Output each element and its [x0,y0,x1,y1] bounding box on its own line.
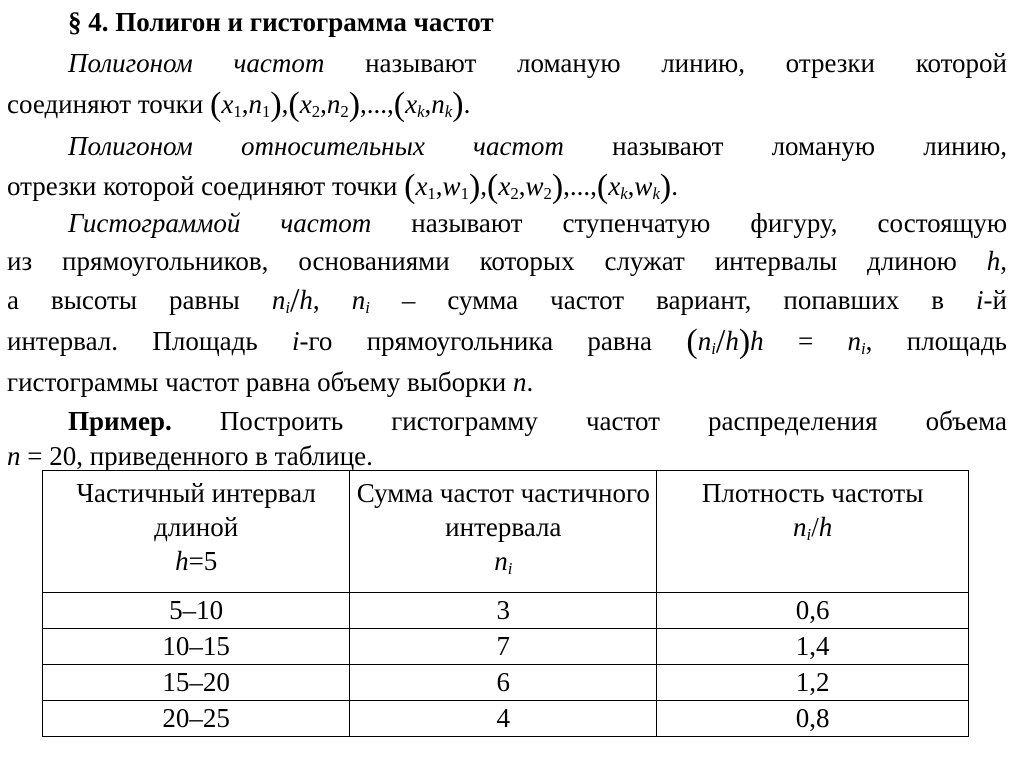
cell-interval: 15–20 [43,665,350,701]
table-row [43,665,969,701]
formula-ni-over-h: $n_i/h$ [271,282,313,319]
example-line-1 [68,405,1007,437]
p3-text-3b: – сумма частот вариант, попавших в [401,285,945,315]
cell-density: 1,4 [657,629,969,665]
section-title: § 4. Полигон и гистограмма частот [68,7,494,37]
p2-term: Полигоном относительных частот [68,131,564,161]
formula-area: $(n_i/h)h = n_i$, [686,323,873,360]
p3-line-4: интервал. Площадь i-го прямоугольника равна $(n_i/h)h = n_i$, площадь [7,323,1007,360]
table-row [43,629,969,665]
formula-ni: $n_i$ [351,285,370,317]
table-header-row [43,471,969,593]
p3-text-2: из прямоугольников, основаниями которых служат интервалы длиною [7,246,957,276]
p2-line-2 [7,168,678,205]
example-text-2: , приведенного в таблице. [76,441,373,471]
example-label: Пример. [68,406,172,436]
table-row [43,593,969,629]
p2-line-1 [68,130,1007,162]
formula-points-w: $(x_1,w_1),(x_2,w_2),...,(x_k,w_k)$. [404,168,678,205]
cell-density: 0,6 [657,593,969,629]
p3-term: Гистограммой частот [68,208,372,238]
cell-sum: 7 [350,629,657,665]
p1-line-2 [7,86,471,123]
header-interval: Частичный интервал длинойh=5 [43,471,350,593]
p1-line-1 [68,47,1007,79]
p1-term: Полигоном частот [68,48,325,78]
cell-sum: 6 [350,665,657,701]
header-density-text: Плотность частоты [701,478,924,508]
header-density: Плотность частоты $n_i/h$ [657,471,969,593]
p3-line-2: из прямоугольников, основаниями которых служат интервалы длиною h, [7,246,1008,276]
header-sum: Сумма частот частичного интервала $n_i$ [350,471,657,593]
p3-text-4c: площадь [906,326,1007,356]
cell-density: 1,2 [657,665,969,701]
p3-text-4a: интервал. Площадь [7,326,258,356]
p3-text-3c: -й [983,285,1007,315]
p3-line-1 [68,207,1007,239]
p1-text-1: называют ломаную линию, отрезки которой [365,48,1008,78]
cell-sum: 3 [350,593,657,629]
p3-text-4b: -го прямоугольника равна [299,326,653,356]
cell-interval: 10–15 [43,629,350,665]
p2-text-2: отрезки которой соединяют точки [7,171,398,201]
cell-interval: 5–10 [43,593,350,629]
frequency-table [42,470,969,737]
formula-n-20: n = 20 [7,441,77,471]
cell-sum: 4 [350,701,657,737]
header-sum-text: Сумма частот частичного интервала [356,478,650,542]
p3-line-5: гистограммы частот равна объему выборки n. [7,367,534,397]
p1-text-2: соединяют точки [7,89,204,119]
example-text-1: Построить гистограмму частот распределения объема [219,406,1007,436]
header-interval-text: Частичный интервал длиной [76,478,316,542]
p3-text-1: называют ступенчатую фигуру, состоящую [411,208,1008,238]
p3-line-3: а высоты равны $n_i/h$, $n_i$ – сумма частот вариант, попавших в i-й [7,282,1007,319]
formula-points-n: $(x_1,n_1),(x_2,n_2),...,(x_k,n_k)$. [210,86,471,123]
p3-text-5: гистограммы частот равна объему выборки [7,367,507,397]
p2-text-1: называют ломаную линию, [612,131,1007,161]
p3-text-3a: а высоты равны [7,285,240,315]
table-row [43,701,969,737]
cell-density: 0,8 [657,701,969,737]
cell-interval: 20–25 [43,701,350,737]
example-line-2 [7,440,373,472]
